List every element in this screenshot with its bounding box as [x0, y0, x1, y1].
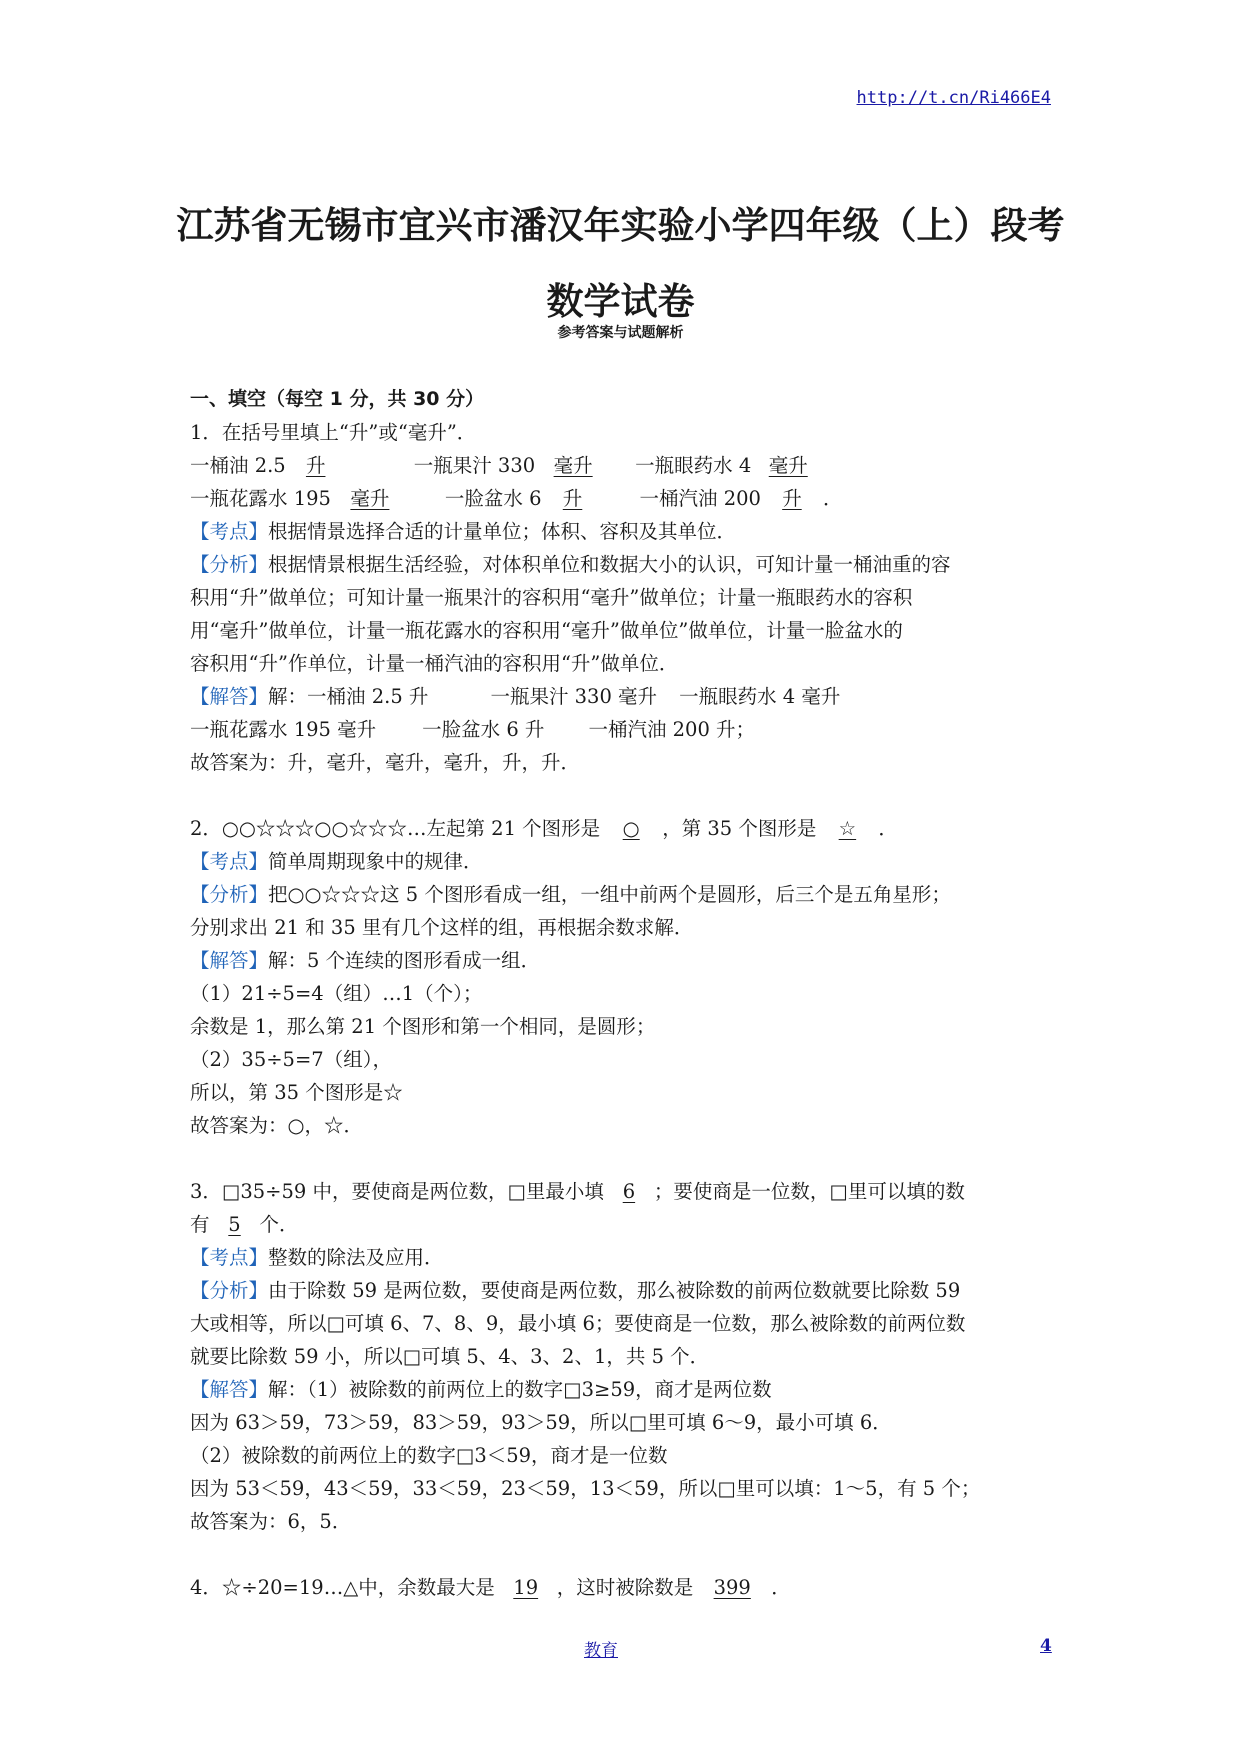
kaodian-text: 简单周期现象中的规律． — [268, 850, 483, 873]
q2-stem-text: 2．○○☆☆☆○○☆☆☆…左起第 21 个图形是 — [190, 817, 601, 840]
fenxi-tag: 【分析】 — [190, 883, 269, 906]
q3-answer-blank: 6 — [622, 1180, 636, 1203]
jieda-text: 解：（1）被除数的前两位上的数字□3≥59，商才是两位数 — [268, 1378, 772, 1401]
q1-jieda — [190, 680, 1070, 713]
q3-answer-blank: 5 — [228, 1213, 241, 1236]
q4-answer-blank: 19 — [513, 1576, 539, 1599]
q3-answer: 故答案为：6，5． — [190, 1510, 352, 1533]
q3-jieda — [190, 1373, 1070, 1406]
q1-fenxi-cont: 积用“升”做单位；可知计量一瓶果汁的容积用“毫升”做单位；计量一瓶眼药水的容积 — [190, 586, 913, 609]
jieda-tag: 【解答】 — [190, 685, 269, 708]
q1-answer-blank: 升 — [562, 487, 583, 510]
page-subtitle: 参考答案与试题解析 — [557, 325, 684, 341]
q2-stem-text: ，第 35 个图形是 — [662, 817, 817, 840]
q1-answer-blank: 毫升 — [553, 454, 593, 477]
page-title — [0, 188, 1241, 340]
q1-row-2 — [190, 482, 1070, 515]
fenxi-tag: 【分析】 — [190, 1279, 269, 1302]
q2-step: （1）21÷5=4（组）…1（个）； — [190, 982, 483, 1005]
fenxi-text: 把○○☆☆☆这 5 个图形看成一组，一组中前两个是圆形，后三个是五角星形； — [268, 883, 951, 906]
q1-item-text: 一瓶眼药水 4 — [635, 454, 752, 477]
q2-jieda — [190, 944, 1070, 977]
q1-answer-blank: 升 — [782, 487, 802, 510]
jieda-tag: 【解答】 — [190, 949, 269, 972]
footer-link[interactable]: 教育 — [584, 1641, 618, 1661]
q1-item-text: 一桶油 2.5 — [190, 454, 286, 477]
q4-stem — [190, 1571, 1070, 1604]
jieda-text: 一桶汽油 200 升； — [588, 718, 756, 741]
kaodian-tag: 【考点】 — [190, 850, 269, 873]
q1-item-text: 一桶汽油 200 — [639, 487, 761, 510]
q2-fenxi — [190, 878, 1070, 911]
q2-answer-blank: ○ — [622, 817, 640, 840]
q3-fenxi-cont: 大或相等，所以□可填 6、7、8、9，最小填 6；要使商是一位数，那么被除数的前两位数 — [190, 1312, 966, 1335]
header-link[interactable]: http://t.cn/Ri466E4 — [856, 88, 1051, 108]
q3-stem-text: 有 — [190, 1213, 210, 1236]
q3-stem-text: 个． — [259, 1213, 299, 1236]
q1-item-text: 一瓶花露水 195 — [190, 487, 331, 510]
q1-answer-blank: 升 — [305, 454, 326, 477]
fenxi-tag: 【分析】 — [190, 553, 269, 576]
fenxi-text: 根据情景根据生活经验，对体积单位和数据大小的认识，可知计量一桶油重的容 — [268, 553, 951, 576]
jieda-text: 解：5 个连续的图形看成一组． — [268, 949, 541, 972]
q1-fenxi-cont: 用“毫升”做单位，计量一瓶花露水的容积用“毫升”做单位”做单位，计量一脸盆水的 — [190, 619, 903, 642]
q3-step: 因为 63＞59，73＞59，83＞59，93＞59，所以□里可填 6～9，最小可填 6． — [190, 1411, 892, 1434]
jieda-text: 一瓶果汁 330 毫升 — [490, 685, 658, 708]
page-number: 4 — [1040, 1636, 1052, 1656]
kaodian-text: 根据情景选择合适的计量单位；体积、容积及其单位． — [268, 520, 737, 543]
q1-stem: 1．在括号里填上“升”或“毫升”． — [190, 421, 477, 444]
q2-step: 余数是 1，那么第 21 个图形和第一个相同，是圆形； — [190, 1015, 656, 1038]
kaodian-tag: 【考点】 — [190, 520, 269, 543]
q1-answer: 故答案为：升，毫升，毫升，毫升，升，升． — [190, 751, 581, 774]
q3-stem-text: ；要使商是一位数，□里可以填的数 — [653, 1180, 965, 1203]
jieda-tag: 【解答】 — [190, 1378, 269, 1401]
kaodian-text: 整数的除法及应用． — [268, 1246, 444, 1269]
title-line-1: 江苏省无锡市宜兴市潘汉年实验小学四年级（上）段考 — [176, 204, 1065, 247]
q3-stem-cont — [190, 1208, 1070, 1241]
q1-punct: ． — [822, 487, 843, 510]
q4-punct: ． — [771, 1576, 791, 1599]
document-body — [190, 383, 1070, 1604]
q4-answer-blank: 399 — [713, 1576, 751, 1599]
q3-stem — [190, 1175, 1070, 1208]
q1-jieda-cont — [190, 713, 1070, 746]
jieda-text: 一瓶花露水 195 毫升 — [190, 718, 377, 741]
q1-answer-blank: 毫升 — [768, 454, 808, 477]
q2-step: （2）35÷5=7（组）， — [190, 1048, 392, 1071]
q2-answer-blank: ☆ — [838, 817, 857, 840]
title-line-2: 数学试卷 — [546, 280, 695, 323]
q1-kaodian — [190, 515, 1070, 548]
q1-fenxi — [190, 548, 1070, 581]
jieda-text: 一脸盆水 6 升 — [422, 718, 545, 741]
q4-stem-text: ，这时被除数是 — [556, 1576, 694, 1599]
q4-stem-text: 4．☆÷20=19…△中，余数最大是 — [190, 1576, 495, 1599]
q2-fenxi-cont: 分别求出 21 和 35 里有几个这样的组，再根据余数求解． — [190, 916, 694, 939]
q2-answer: 故答案为：○，☆． — [190, 1114, 364, 1137]
q3-kaodian — [190, 1241, 1070, 1274]
section-heading: 一、填空（每空 1 分，共 30 分） — [190, 388, 485, 410]
q3-step: 因为 53＜59，43＜59，33＜59，23＜59，13＜59，所以□里可以填：1～5，有 5 个； — [190, 1477, 981, 1500]
q1-item-text: 一瓶果汁 330 — [413, 454, 536, 477]
q1-item-text: 一脸盆水 6 — [444, 487, 542, 510]
q1-fenxi-cont: 容积用“升”作单位，计量一桶汽油的容积用“升”做单位． — [190, 652, 679, 675]
q1-answer-blank: 毫升 — [350, 487, 390, 510]
q2-kaodian — [190, 845, 1070, 878]
q3-fenxi-cont: 就要比除数 59 小，所以□可填 5、4、3、2、1，共 5 个． — [190, 1345, 710, 1368]
kaodian-tag: 【考点】 — [190, 1246, 269, 1269]
jieda-text: 一瓶眼药水 4 毫升 — [679, 685, 841, 708]
q1-row-1 — [190, 449, 1070, 482]
q2-step: 所以，第 35 个图形是☆ — [190, 1081, 403, 1104]
jieda-text: 解：一桶油 2.5 升 — [268, 685, 429, 708]
q2-stem — [190, 812, 1070, 845]
q2-punct: ． — [878, 817, 898, 840]
q3-step: （2）被除数的前两位上的数字□3＜59，商才是一位数 — [190, 1444, 668, 1467]
q3-fenxi — [190, 1274, 1070, 1307]
q3-stem-text: 3．□35÷59 中，要使商是两位数，□里最小填 — [190, 1180, 604, 1203]
fenxi-text: 由于除数 59 是两位数，要使商是两位数，那么被除数的前两位数就要比除数 59 — [268, 1279, 961, 1302]
